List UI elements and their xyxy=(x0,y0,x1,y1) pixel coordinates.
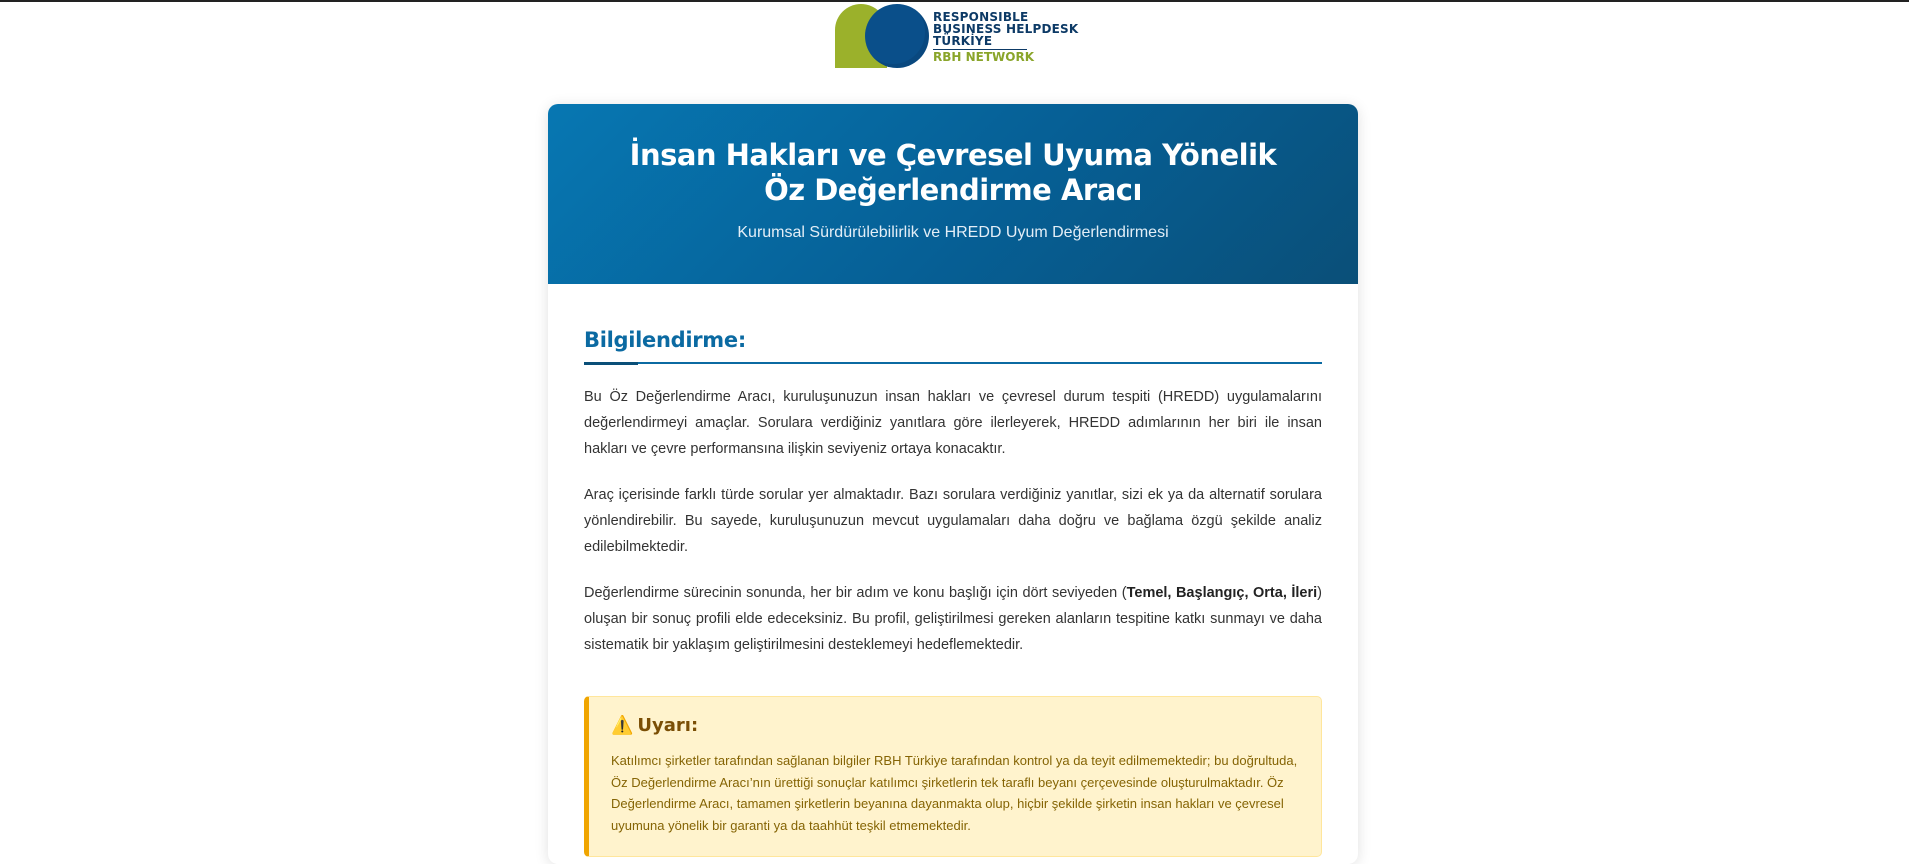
info-paragraph-1: Bu Öz Değerlendirme Aracı, kuruluşunuzun insan hakları ve çevresel durum tespiti (HREDD) uygulamalarını değerlendirmeyi amaçlar. Sorulara verdiğiniz yanıtlara göre ilerleyerek, HREDD adımlarının her biri ile insan hakları ve çevre performansına ilişkin seviyeniz ortaya konacaktır. xyxy=(584,389,1322,457)
maturity-levels: Temel, Başlangıç, Orta, İleri xyxy=(1126,585,1318,601)
warning-heading xyxy=(611,715,1299,736)
warning-title: Uyarı: xyxy=(637,715,699,736)
assessment-card xyxy=(548,104,1358,864)
card-header xyxy=(548,104,1358,284)
logo-line-1: RESPONSIBLE xyxy=(933,10,1029,24)
info-paragraph-3-start: Değerlendirme sürecinin sonunda, her bir adım ve konu başlığı için dört seviyeden ( xyxy=(584,585,1127,601)
warning-icon: ⚠️ xyxy=(611,715,634,736)
logo-line-3: TÜRKİYE xyxy=(933,34,993,48)
logo-network: RBH NETWORK xyxy=(933,50,1035,64)
info-section-title: Bilgilendirme: xyxy=(584,328,746,352)
info-paragraph-2: Araç içerisinde farklı türde sorular yer almaktadır. Bazı sorulara verdiğiniz yanıtlar, sizi ek ya da alternatif sorulara yönlendirebilir. Bu sayede, kuruluşunuzun mevcut uygulamaları daha doğru ve bağlama özgü şekilde analiz edilebilmektedir. xyxy=(584,487,1322,555)
logo-text xyxy=(933,11,1078,63)
card-content xyxy=(548,284,1358,857)
info-paragraph-3 xyxy=(584,580,1322,658)
warning-box xyxy=(584,696,1322,857)
title-divider xyxy=(584,362,1322,364)
page-subtitle: Kurumsal Sürdürülebilirlik ve HREDD Uyum Değerlendirmesi xyxy=(737,224,1169,241)
logo-blue-circle xyxy=(865,4,929,68)
page-title: İnsan Hakları ve Çevresel Uyuma Yönelik Öz Değerlendirme Aracı xyxy=(629,138,1277,207)
rbh-logo-mark xyxy=(835,4,931,70)
logo-line-2: BUSINESS HELPDESK xyxy=(933,22,1079,36)
warning-text: Katılımcı şirketler tarafından sağlanan bilgiler RBH Türkiye tarafından kontrol ya da teyit edilmemektedir; bu doğrultuda, Öz Değerlendirme Aracı’nın ürettiği sonuçlar katılımcı şirketlerin tek taraflı beyanı çerçevesinde oluşturulmaktadır. Öz Değerlendirme Aracı, tamamen şirketlerin beyanına dayanmakta olup, hiçbir şekilde şirketin insan hakları ve çevresel uyumuna yönelik bir garanti ya da taahhüt teşkil etmemektedir. xyxy=(611,753,1298,833)
info-paragraph-3-end: ) oluşan bir sonuç profili elde edeceksiniz. Bu profil, geliştirilmesi gereken alanların tespitine katkı sunmayı ve daha sistematik bir yaklaşım geliştirilmesini desteklemeyi hedeflemektedir. xyxy=(584,585,1322,653)
rbh-logo[interactable] xyxy=(835,4,1078,70)
